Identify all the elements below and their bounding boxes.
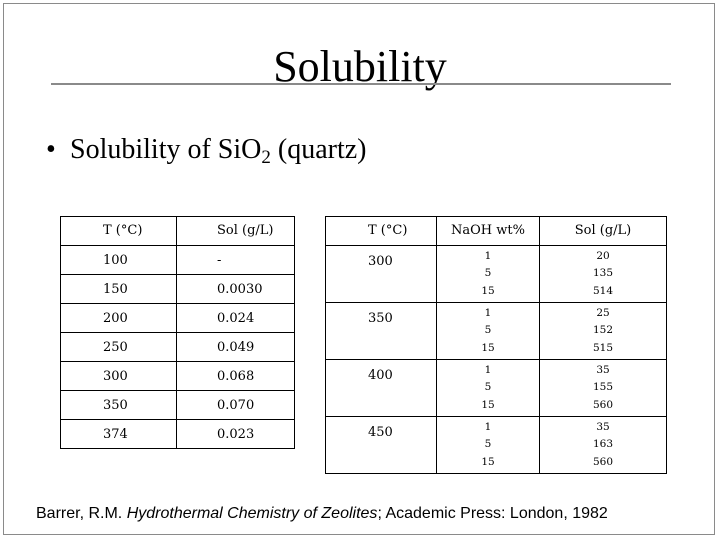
citation-publisher: ; Academic Press: London, 1982: [377, 505, 608, 522]
table-cell: 35 155 560: [540, 360, 667, 417]
table-cell: 0.0030: [177, 275, 295, 304]
table-row: [326, 303, 667, 360]
table-cell: 1 5 15: [437, 246, 540, 303]
bullet-dot-icon: •: [46, 134, 56, 165]
table-row: [326, 417, 667, 474]
table-cell: 400: [326, 360, 437, 417]
table-cell: 1 5 15: [437, 360, 540, 417]
bullet-text-subscript: 2: [261, 147, 271, 168]
table-cell: 1 5 15: [437, 417, 540, 474]
table-row: [61, 333, 295, 362]
title-underline: [51, 83, 671, 85]
table-cell: -: [177, 246, 295, 275]
table-cell: 0.024: [177, 304, 295, 333]
table-cell: 0.068: [177, 362, 295, 391]
citation-author: Barrer, R.M.: [36, 505, 127, 522]
table-cell: 300: [61, 362, 177, 391]
table-cell: 1 5 15: [437, 303, 540, 360]
table-row: [61, 275, 295, 304]
table-row: [326, 360, 667, 417]
table-cell: 450: [326, 417, 437, 474]
table-cell: 0.049: [177, 333, 295, 362]
citation-work: Hydrothermal Chemistry of Zeolites: [126, 505, 378, 522]
table-cell: 0.070: [177, 391, 295, 420]
table-cell: 250: [61, 333, 177, 362]
table-cell: 350: [61, 391, 177, 420]
table-cell: 200: [61, 304, 177, 333]
table-cell: 100: [61, 246, 177, 275]
bullet-item: [46, 132, 366, 168]
table-row: [61, 304, 295, 333]
table-row: [61, 246, 295, 275]
table-row: [61, 420, 295, 449]
table-header-row: [61, 217, 295, 246]
citation: [36, 503, 608, 525]
header-cell: T (°C): [326, 217, 437, 246]
slide-title: Solubility: [273, 42, 447, 91]
table-cell: 35 163 560: [540, 417, 667, 474]
bullet-text-prefix: Solubility of SiO: [70, 134, 262, 165]
header-cell: Sol (g/L): [540, 217, 667, 246]
table-cell: 25 152 515: [540, 303, 667, 360]
bullet-text-suffix: (quartz): [270, 134, 367, 165]
header-cell: NaOH wt%: [437, 217, 540, 246]
solubility-water-table: [60, 216, 295, 449]
table-cell: 374: [61, 420, 177, 449]
table-cell: 300: [326, 246, 437, 303]
table-row: [61, 391, 295, 420]
table-row: [61, 362, 295, 391]
header-cell: Sol (g/L): [177, 217, 295, 246]
header-cell: T (°C): [61, 217, 177, 246]
solubility-naoh-table: [325, 216, 667, 474]
table-header-row: [326, 217, 667, 246]
table-cell: 150: [61, 275, 177, 304]
table-cell: 20 135 514: [540, 246, 667, 303]
table-row: [326, 246, 667, 303]
table-cell: 350: [326, 303, 437, 360]
table-cell: 0.023: [177, 420, 295, 449]
